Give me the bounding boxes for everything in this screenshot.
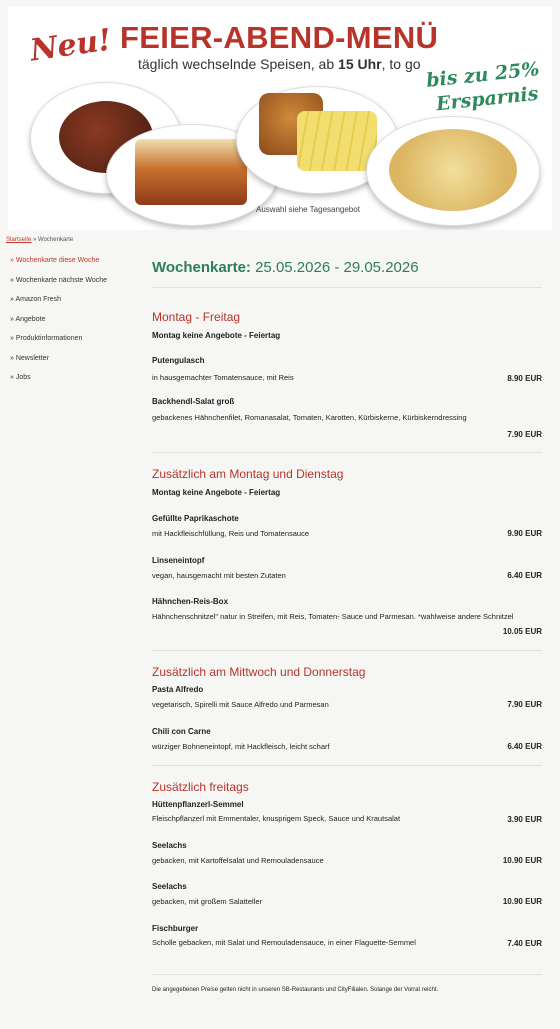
banner-title: FEIER-ABEND-MENÜ (120, 20, 439, 55)
menu-item-name: Seelachs (152, 882, 187, 891)
banner-neu: Neu! (27, 22, 114, 69)
divider (152, 287, 542, 288)
section-title-mo-di: Zusätzlich am Montag und Dienstag (152, 467, 344, 481)
section-title-fr: Zusätzlich freitags (152, 780, 249, 794)
menu-item-desc: würziger Bohneneintopf, mit Hackfleisch, leicht scharf (152, 742, 330, 751)
menu-item-desc: vegetarisch, Spirelli mit Sauce Alfredo und Parmesan (152, 700, 329, 709)
nav-item-product-info[interactable]: » Produktinformationen (10, 335, 83, 342)
menu-item-price: 9.90 EUR (507, 529, 542, 538)
menu-item-desc: in hausgemachter Tomatensauce, mit Reis (152, 373, 294, 382)
breadcrumb-current: Wochenkarte (38, 237, 74, 243)
breadcrumb-home-link[interactable]: Startseite (6, 237, 32, 243)
menu-item-name: Seelachs (152, 841, 187, 850)
divider (152, 452, 542, 453)
section-note-mo-fr: Montag keine Angebote - Feiertag (152, 331, 281, 340)
menu-item-name: Putengulasch (152, 356, 205, 365)
plate-pasta-image (366, 116, 540, 226)
banner-subtitle: täglich wechselnde Speisen, ab 15 Uhr, to go (138, 56, 421, 72)
menu-item-name: Gefüllte Paprikaschote (152, 514, 239, 523)
menu-item-desc: Hähnchenschnitzel" natur in Streifen, mit Reis, Tomaten- Sauce und Parmesan. *wahlweise andere Schnitzel (152, 612, 514, 621)
menu-item-price: 8.90 EUR (507, 374, 542, 383)
menu-item-price: 7.90 EUR (507, 430, 542, 439)
menu-item-price: 10.90 EUR (502, 856, 542, 865)
promo-banner (8, 6, 552, 230)
menu-item-name: Hüttenpflanzerl-Semmel (152, 800, 244, 809)
sidebar-nav (10, 256, 140, 393)
nav-item-this-week[interactable]: » Wochenkarte diese Woche (10, 257, 100, 264)
menu-item-desc: gebacken, mit großem Salatteller (152, 897, 263, 906)
menu-item-desc: Scholle gebacken, mit Salat und Remouladensauce, in einer Flaguette-Semmel (152, 938, 416, 947)
menu-item-desc: vegan, hausgemacht mit besten Zutaten (152, 571, 286, 580)
menu-item-name: Hähnchen-Reis-Box (152, 597, 229, 606)
divider (152, 650, 542, 651)
menu-item-price: 10.90 EUR (502, 897, 542, 906)
menu-item-desc: mit Hackfleischfüllung, Reis und Tomatensauce (152, 529, 310, 538)
nav-item-amazon-fresh[interactable]: » Amazon Fresh (10, 296, 61, 303)
menu-item-name: Chili con Carne (152, 727, 211, 736)
section-title-mo-fr: Montag - Freitag (152, 310, 241, 324)
banner-note: Auswahl siehe Tagesangebot (256, 205, 360, 214)
banner-promo-percent: bis zu 25% (425, 58, 541, 92)
menu-item-name: Backhendl-Salat groß (152, 397, 235, 406)
menu-item-desc: gebackenes Hähnchenfilet, Romanasalat, Tomaten, Karotten, Kürbiskerne, Kürbiskerndressing (152, 413, 467, 422)
nav-item-jobs[interactable]: » Jobs (10, 374, 31, 381)
nav-item-next-week[interactable]: » Wochenkarte nächste Woche (10, 276, 108, 284)
menu-item-name: Fischburger (152, 924, 199, 933)
nav-item-offers[interactable]: » Angebote (10, 315, 46, 323)
footer-disclaimer: Die angegebenen Preise gelten nicht in unseren SB-Restaurants und CityFilialen. Solange der Vorrat reicht. (152, 987, 439, 993)
page-title: Wochenkarte: 25.05.2026 - 29.05.2026 (152, 259, 419, 276)
nav-item-newsletter[interactable]: » Newsletter (10, 354, 49, 362)
section-note-mo-di: Montag keine Angebote - Feiertag (152, 488, 281, 497)
menu-item-name: Pasta Alfredo (152, 685, 204, 694)
menu-item-price: 10.05 EUR (502, 627, 542, 636)
menu-item-desc: gebacken, mit Kartoffelsalat und Remouladensauce (152, 856, 324, 865)
divider (152, 765, 542, 766)
menu-item-price: 3.90 EUR (507, 815, 542, 824)
menu-item-price: 7.90 EUR (507, 700, 542, 709)
menu-item-price: 7.40 EUR (507, 939, 542, 948)
menu-item-name: Linseneintopf (152, 556, 205, 565)
menu-item-price: 6.40 EUR (507, 742, 542, 751)
menu-item-desc: Fleischpflanzerl mit Emmentaler, knusprigem Speck, Sauce und Krautsalat (152, 814, 401, 823)
banner-promo-savings: Ersparnis (435, 82, 540, 116)
divider (152, 974, 542, 975)
breadcrumb: Startseite » Wochenkarte (6, 237, 74, 243)
section-title-mi-do: Zusätzlich am Mittwoch und Donnerstag (152, 665, 366, 679)
menu-item-price: 6.40 EUR (507, 571, 542, 580)
